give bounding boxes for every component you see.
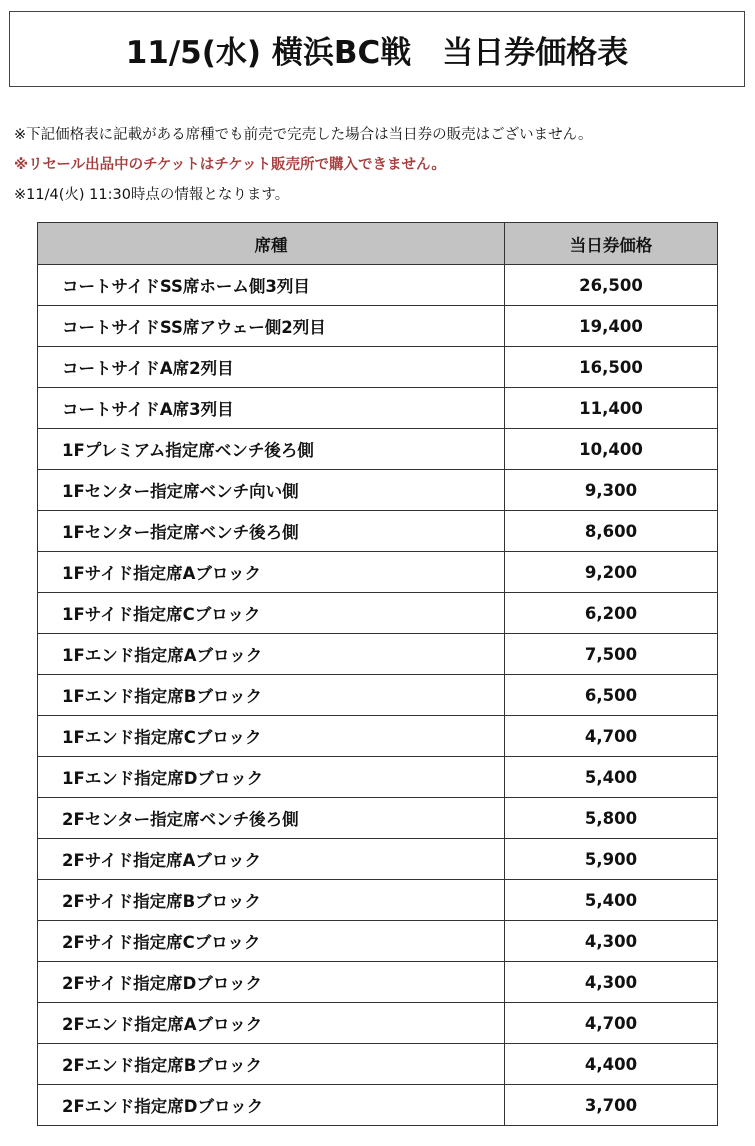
column-header-price: 当日券価格 [505,223,718,265]
seat-type-cell: 1Fセンター指定席ベンチ後ろ側 [38,511,505,552]
table-header-row [38,223,718,265]
price-cell: 4,700 [505,716,718,757]
column-header-seat-type: 席種 [38,223,505,265]
price-cell: 10,400 [505,429,718,470]
seat-type-cell: 2Fサイド指定席Bブロック [38,880,505,921]
table-row [38,798,718,839]
seat-type-cell: 2Fセンター指定席ベンチ後ろ側 [38,798,505,839]
table-row [38,634,718,675]
seat-type-cell: 2Fサイド指定席Aブロック [38,839,505,880]
price-cell: 19,400 [505,306,718,347]
price-cell: 4,700 [505,1003,718,1044]
title-box [9,11,745,87]
note-resale-warning: ※リセール出品中のチケットはチケット販売所で購入できません。 [14,157,446,173]
table-row [38,593,718,634]
note-sold-out: ※下記価格表に記載がある席種でも前売で完売した場合は当日券の販売はございません。 [14,127,593,143]
price-cell: 26,500 [505,265,718,306]
seat-type-cell: 1Fエンド指定席Aブロック [38,634,505,675]
table-row [38,1003,718,1044]
table-row [38,511,718,552]
seat-type-cell: コートサイドA席2列目 [38,347,505,388]
table-row [38,757,718,798]
price-cell: 8,600 [505,511,718,552]
table-row [38,839,718,880]
seat-type-cell: 2Fエンド指定席Dブロック [38,1085,505,1126]
price-cell: 16,500 [505,347,718,388]
seat-type-cell: 2Fエンド指定席Aブロック [38,1003,505,1044]
seat-type-cell: 1Fエンド指定席Bブロック [38,675,505,716]
note-info-timestamp: ※11/4(火) 11:30時点の情報となります。 [14,187,290,203]
table-row [38,347,718,388]
table-row [38,675,718,716]
seat-type-cell: コートサイドA席3列目 [38,388,505,429]
price-cell: 4,400 [505,1044,718,1085]
table-row [38,880,718,921]
table-row [38,429,718,470]
price-cell: 4,300 [505,962,718,1003]
price-cell: 5,800 [505,798,718,839]
price-cell: 9,200 [505,552,718,593]
table-row [38,921,718,962]
table-row [38,265,718,306]
seat-type-cell: 2Fサイド指定席Dブロック [38,962,505,1003]
table-row [38,552,718,593]
table-row [38,306,718,347]
price-cell: 4,300 [505,921,718,962]
table-row [38,716,718,757]
seat-type-cell: 1Fサイド指定席Aブロック [38,552,505,593]
seat-type-cell: コートサイドSS席アウェー側2列目 [38,306,505,347]
table-row [38,470,718,511]
table-row [38,962,718,1003]
price-cell: 7,500 [505,634,718,675]
seat-type-cell: 1Fサイド指定席Cブロック [38,593,505,634]
seat-type-cell: 1Fプレミアム指定席ベンチ後ろ側 [38,429,505,470]
table-row [38,1044,718,1085]
price-cell: 6,500 [505,675,718,716]
table-row [38,1085,718,1126]
price-cell: 9,300 [505,470,718,511]
notes-section [14,120,593,210]
seat-type-cell: 1Fエンド指定席Cブロック [38,716,505,757]
price-cell: 3,700 [505,1085,718,1126]
price-cell: 5,900 [505,839,718,880]
page-title: 11/5(水) 横浜BC戦 当日券価格表 [125,34,629,71]
price-cell: 5,400 [505,880,718,921]
table-row [38,388,718,429]
price-cell: 5,400 [505,757,718,798]
price-cell: 6,200 [505,593,718,634]
seat-type-cell: 2Fサイド指定席Cブロック [38,921,505,962]
price-table [37,222,718,1126]
seat-type-cell: 1Fセンター指定席ベンチ向い側 [38,470,505,511]
price-cell: 11,400 [505,388,718,429]
seat-type-cell: 1Fエンド指定席Dブロック [38,757,505,798]
seat-type-cell: コートサイドSS席ホーム側3列目 [38,265,505,306]
seat-type-cell: 2Fエンド指定席Bブロック [38,1044,505,1085]
